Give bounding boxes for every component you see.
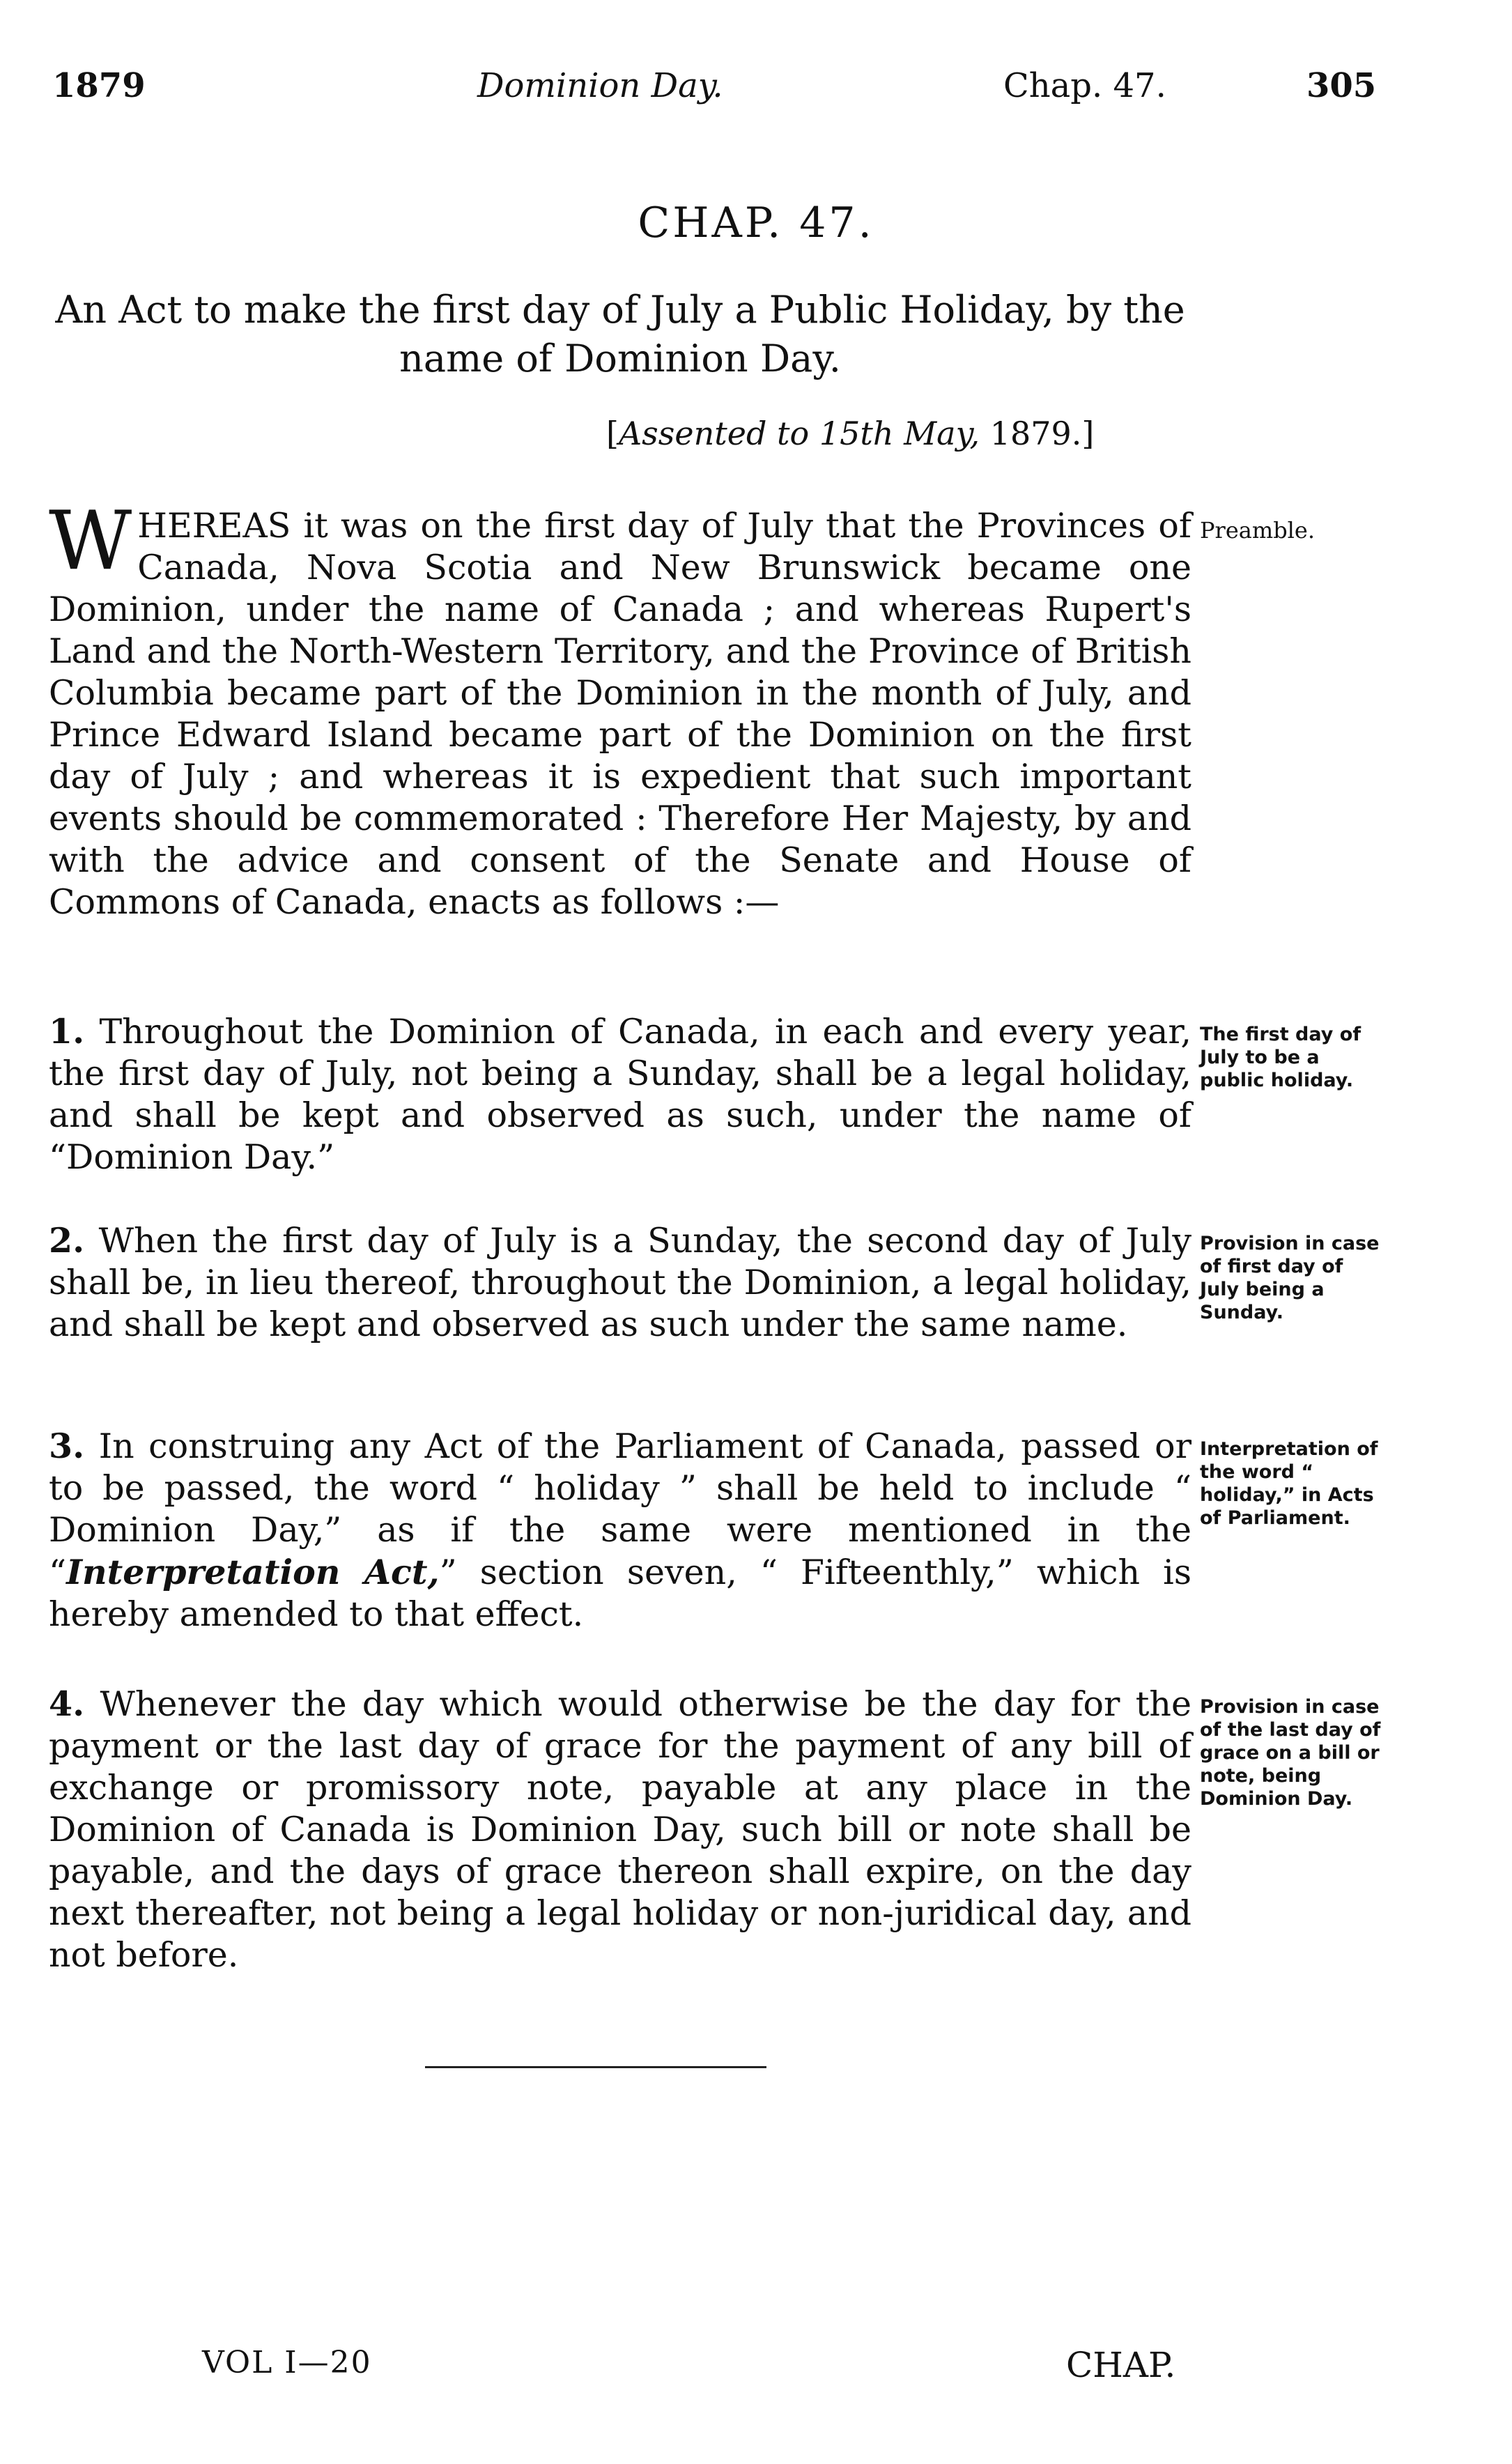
section-text: Whenever the day which would otherwise be the day for the payment or the last day of grace for the payment of any bill of exchange or promissory note, payable at any place in the Dominion of Canada is Dominion Day, such bill or note shall be payable, and the days of grace thereon shall expire, on the day next thereafter, not being a legal holiday or non-juridical day, and not before. — [49, 1684, 1191, 1975]
margin-note-section-2: Provision in case of first day of July being a Sunday. — [1200, 1233, 1380, 1323]
section-1 — [49, 1010, 1191, 1178]
assent-line — [606, 415, 1094, 452]
assent-label: Assented to 15th May, — [618, 415, 980, 452]
preamble-text: HEREAS it was on the first day of July that the Provinces of Canada, Nova Scotia and New Brunswick became one Dominion, under the name of Canada ; and whereas Rupert's Land and the North-Western Territory, and the Province of British Columbia became part of the Dominion in the month of July, and Prince Edward Island became part of the Dominion on the first day of July ; and whereas it is expedient that such important events should be commemorated : Therefore Her Majesty, by and with the advice and consent of the Senate and House of Commons of Canada, enacts as follows :— — [49, 506, 1191, 922]
preamble-paragraph — [49, 494, 1191, 923]
section-number: 4. — [49, 1684, 85, 1724]
margin-note-section-1: The first day of July to be a public holiday. — [1200, 1024, 1361, 1091]
section-text: When the first day of July is a Sunday, the second day of July shall be, in lieu thereof, throughout the Dominion, a legal holiday, and shall be kept and observed as such under the same name. — [49, 1221, 1191, 1344]
section-3 — [49, 1425, 1191, 1635]
interpretation-act-reference: Interpretation Act, — [66, 1552, 440, 1592]
page-footer — [202, 2345, 1198, 2387]
section-number: 2. — [49, 1220, 85, 1261]
section-text-after: ” section seven, “ Fifteenthly,” which is hereby amended to that effect. — [49, 1553, 1191, 1634]
header-title: Dominion Day. — [477, 66, 723, 105]
header-chapter: Chap. 47. — [1003, 66, 1166, 105]
section-number: 3. — [49, 1426, 85, 1466]
running-header — [52, 66, 1383, 115]
margin-note-section-3: Interpretation of the word “ holiday,” in Acts of Parliament. — [1200, 1438, 1378, 1529]
section-text: Throughout the Dominion of Canada, in each and every year, the first day of July, not being a Sunday, shall be a legal holiday, and shall be kept and observed as such, under the name of “Dominion Day.” — [49, 1012, 1192, 1177]
section-text-before: In construing any Act of the Parliament of Canada, passed or to be passed, the word “ holiday ” shall be held to include “ Dominion Day,” as if the same were mentioned in the “ — [49, 1426, 1192, 1592]
page-number: 305 — [1306, 66, 1377, 105]
header-year: 1879 — [52, 66, 146, 105]
section-number: 1. — [49, 1011, 85, 1052]
assent-open-bracket: [ — [606, 415, 619, 452]
section-divider-rule — [425, 2066, 766, 2068]
margin-note-preamble: Preamble. — [1200, 517, 1316, 544]
assent-year: 1879.] — [989, 415, 1095, 452]
act-title: An Act to make the first day of July a Public Holiday, by the name of Dominion Day. — [55, 288, 1185, 380]
margin-note-section-4: Provision in case of the last day of grace on a bill or note, being Dominion Day. — [1200, 1696, 1381, 1810]
section-4 — [49, 1683, 1191, 1976]
catchword: CHAP. — [1066, 2345, 1176, 2385]
volume-signature: VOL I—20 — [202, 2345, 372, 2380]
drop-cap: W — [49, 494, 132, 588]
chapter-heading: CHAP. 47. — [638, 199, 874, 247]
section-2 — [49, 1219, 1191, 1346]
